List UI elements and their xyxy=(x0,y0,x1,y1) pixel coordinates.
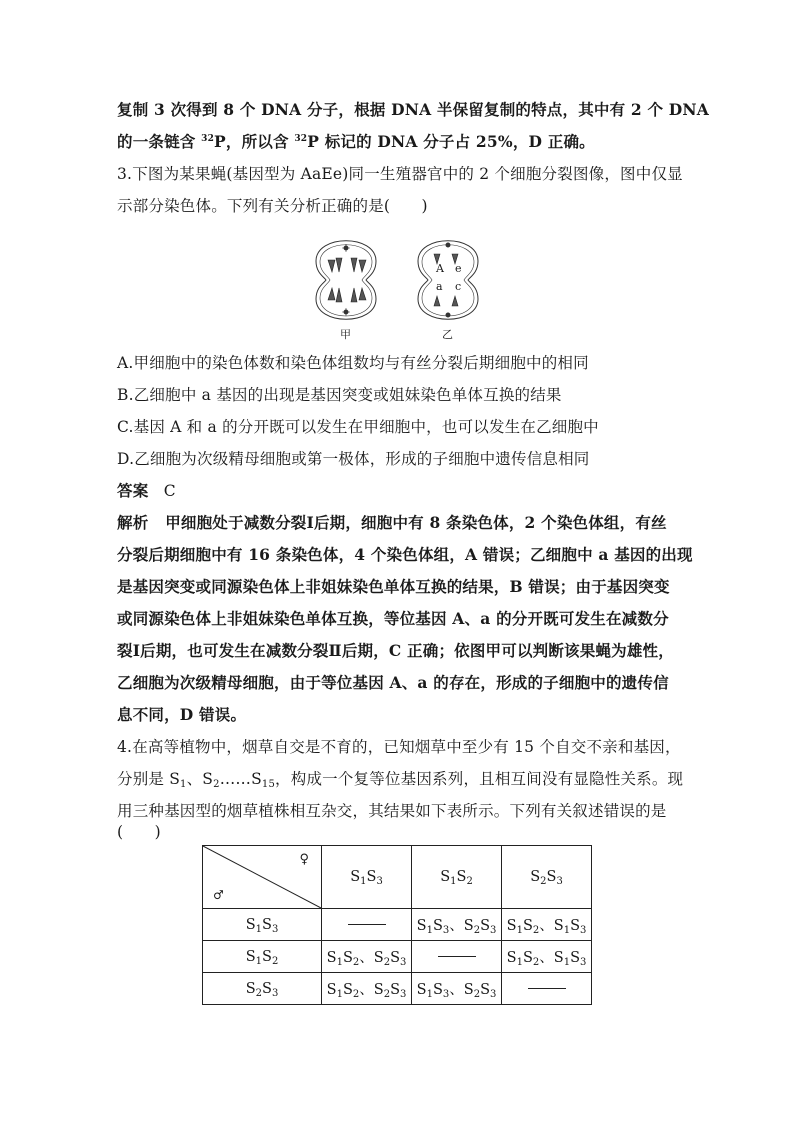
option-d: D.乙细胞为次级精母细胞或第一极体，形成的子细胞中遗传信息相同 xyxy=(117,450,590,468)
gene-label-A: A xyxy=(436,262,444,275)
table-header-row xyxy=(203,846,592,909)
table-cell: $S_1S_2$、$S_1S_3$ xyxy=(502,909,592,941)
question-4-stem-4: ( ) xyxy=(117,823,161,841)
empty-dash xyxy=(348,924,386,925)
gene-label-c: c xyxy=(455,280,462,293)
table-row xyxy=(203,941,592,973)
question-4-stem-3: 用三种基因型的烟草植株相互杂交，其结果如下表所示。下列有关叙述错误的是 xyxy=(117,802,667,820)
table-cell: $S_1S_2$、$S_2S_3$ xyxy=(322,941,412,973)
table-row xyxy=(203,973,592,1005)
option-c: C.基因 A 和 a 的分开既可以发生在甲细胞中，也可以发生在乙细胞中 xyxy=(117,418,599,436)
analysis-line-4: 或同源染色体上非姐妹染色单体互换，等位基因 A、a 的分开既可发生在减数分 xyxy=(117,609,669,628)
row-header: $S_1S_3$ xyxy=(203,909,322,941)
cell-jia xyxy=(316,241,376,320)
figure-caption-jia: 甲 xyxy=(340,328,351,341)
table-cell: $S_1S_3$、$S_2S_3$ xyxy=(412,909,502,941)
answer-label: 答案 xyxy=(117,481,149,500)
option-a: A.甲细胞中的染色体数和染色体组数均与有丝分裂后期细胞中的相同 xyxy=(117,354,589,372)
gene-label-a: a xyxy=(436,280,443,293)
analysis-line-3: 是基因突变或同源染色体上非姐妹染色单体互换的结果，B 错误；由于基因突变 xyxy=(117,577,670,596)
cell-yi xyxy=(418,241,478,320)
cell-division-figure xyxy=(306,226,496,346)
female-symbol: ♀ xyxy=(299,852,309,867)
question-3-stem-2: 示部分染色体。下列有关分析正确的是( ) xyxy=(117,197,428,215)
column-header: $S_1S_2$ xyxy=(412,846,502,909)
analysis-line-1: 解析 甲细胞处于减数分裂Ⅰ后期，细胞中有 8 条染色体，2 个染色体组，有丝 xyxy=(117,513,667,532)
analysis-line-5: 裂Ⅰ后期，也可发生在减数分裂Ⅱ后期，C 正确；依图甲可以判断该果蝇为雄性， xyxy=(117,641,674,660)
table-cell xyxy=(502,973,592,1005)
table-corner-cell xyxy=(203,846,322,909)
table-cell: $S_1S_2$、$S_1S_3$ xyxy=(502,941,592,973)
question-4-stem-1: 4.在高等植物中，烟草自交是不育的，已知烟草中至少有 15 个自交不亲和基因， xyxy=(117,738,681,756)
empty-dash xyxy=(438,956,476,957)
question-4-stem-2: 分别是 $S_1$、$S_2\dots\dots S_{15}$，构成一个复等位基因系列，且相互间没有显隐性关系。现 xyxy=(117,770,684,790)
analysis-label: 解析 xyxy=(117,513,149,532)
column-header: $S_2S_3$ xyxy=(502,846,592,909)
answer-value: C xyxy=(163,482,176,500)
male-symbol: ♂ xyxy=(213,888,224,902)
table-cell xyxy=(412,941,502,973)
table-cell: $S_1S_2$、$S_2S_3$ xyxy=(322,973,412,1005)
table-cell xyxy=(322,909,412,941)
text-line-2: 的一条链含 $^{32}$P，所以含 $^{32}$P 标记的 DNA 分子占 25%，D 正确。 xyxy=(117,132,595,151)
empty-dash xyxy=(528,988,566,989)
analysis-line-6: 乙细胞为次级精母细胞，由于等位基因 A、a 的存在，形成的子细胞中的遗传信 xyxy=(117,673,669,692)
column-header: $S_1S_3$ xyxy=(322,846,412,909)
cross-result-table xyxy=(202,845,592,1005)
question-3-stem-1: 3.下图为某果蝇(基因型为 AaEe)同一生殖器官中的 2 个细胞分裂图像，图中仅显 xyxy=(117,165,683,183)
gene-label-e: e xyxy=(455,262,462,275)
analysis-line-7: 息不同，D 错误。 xyxy=(117,705,247,724)
cell-division-diagram xyxy=(306,226,496,346)
table-cell: $S_1S_3$、$S_2S_3$ xyxy=(412,973,502,1005)
table-row xyxy=(203,909,592,941)
answer-line xyxy=(117,481,677,501)
analysis-line-2: 分裂后期细胞中有 16 条染色体，4 个染色体组，A 错误；乙细胞中 a 基因的出现 xyxy=(117,545,693,564)
row-header: $S_2S_3$ xyxy=(203,973,322,1005)
row-header: $S_1S_2$ xyxy=(203,941,322,973)
text-line-1: 复制 3 次得到 8 个 DNA 分子，根据 DNA 半保留复制的特点，其中有 2 个 DNA xyxy=(117,100,710,119)
figure-caption-yi: 乙 xyxy=(442,328,453,341)
option-b: B.乙细胞中 a 基因的出现是基因突变或姐妹染色单体互换的结果 xyxy=(117,386,562,404)
